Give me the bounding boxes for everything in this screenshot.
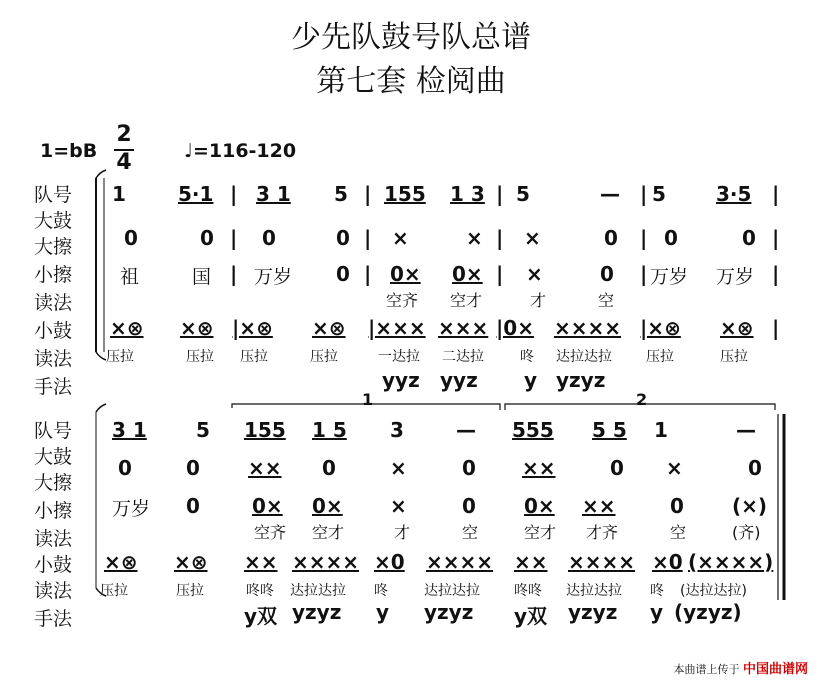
barline: | bbox=[496, 182, 504, 206]
note: ×× bbox=[582, 494, 616, 518]
footer-text: 本曲谱上传于 bbox=[673, 663, 740, 676]
note: ×× bbox=[248, 456, 282, 480]
row-label-duihao: 队号 bbox=[34, 184, 73, 206]
note: 0 bbox=[118, 456, 132, 480]
row-label-xiaocha: 小擦 bbox=[34, 264, 73, 286]
syllable: 咚 bbox=[520, 349, 534, 365]
sys2-dagu bbox=[0, 456, 822, 482]
note: ×⊗ bbox=[110, 316, 144, 340]
sys2-xiaogu bbox=[0, 550, 822, 576]
barline: | bbox=[364, 182, 372, 206]
note: |×⊗ bbox=[232, 316, 273, 340]
stroke: y bbox=[376, 600, 390, 624]
syllable: 压拉 bbox=[720, 349, 748, 365]
stroke: y bbox=[650, 600, 664, 624]
stroke: yzyz bbox=[568, 600, 618, 624]
note: 0 bbox=[124, 226, 138, 250]
barline: | bbox=[640, 262, 648, 286]
note: 5 bbox=[334, 182, 348, 206]
row-label-dufa: 读法 bbox=[34, 528, 73, 550]
barline: | bbox=[364, 226, 372, 250]
note: ××× bbox=[438, 316, 489, 340]
note: ×0 bbox=[652, 550, 683, 574]
row-label-dufa: 读法 bbox=[34, 292, 73, 314]
syllable: 压拉 bbox=[106, 349, 134, 365]
syllable: 压拉 bbox=[176, 583, 204, 599]
note: 3 1 bbox=[256, 182, 291, 206]
score-title: 少先队鼓号队总谱 bbox=[291, 20, 531, 55]
barline: | bbox=[364, 262, 372, 286]
time-sig-den: 4 bbox=[116, 150, 132, 175]
row-label-duihao: 队号 bbox=[34, 420, 73, 442]
note: 0 bbox=[462, 456, 476, 480]
note: (××××) bbox=[688, 550, 774, 574]
note: × bbox=[666, 456, 683, 480]
key-signature: 1=bB bbox=[40, 140, 98, 162]
note: ×× bbox=[514, 550, 548, 574]
row-label-dacha: 大擦 bbox=[34, 472, 73, 494]
note: 万岁 bbox=[716, 266, 755, 288]
syllable: (齐) bbox=[732, 523, 761, 542]
note: × bbox=[390, 494, 407, 518]
note: × bbox=[390, 456, 407, 480]
syllable: 空才 bbox=[312, 523, 345, 542]
stroke: yyz bbox=[382, 368, 420, 392]
note: 5 bbox=[652, 182, 666, 206]
syllable: 空才 bbox=[450, 291, 483, 310]
note: 0 bbox=[336, 226, 350, 250]
note: 155 bbox=[384, 182, 426, 206]
stroke: y bbox=[524, 368, 538, 392]
syllable: 达拉达拉 bbox=[290, 583, 346, 599]
row-label-xiaogu: 小鼓 bbox=[34, 554, 73, 576]
note: — bbox=[600, 182, 620, 206]
note: ×⊗ bbox=[312, 316, 346, 340]
syllable: 空 bbox=[462, 523, 479, 542]
note: 0 bbox=[600, 262, 614, 286]
row-label-dufa2: 读法 bbox=[34, 580, 73, 602]
sys1-dagu bbox=[0, 226, 822, 252]
sys2-duihao bbox=[0, 418, 822, 444]
note: 0 bbox=[186, 494, 200, 518]
note: 5 bbox=[516, 182, 530, 206]
syllable: 空齐 bbox=[254, 523, 287, 542]
note: 555 bbox=[512, 418, 554, 442]
note: ×× bbox=[244, 550, 278, 574]
stroke: y双 bbox=[514, 604, 548, 628]
site-logo[interactable]: 中国曲谱网 bbox=[742, 662, 808, 677]
note: 0 bbox=[748, 456, 762, 480]
syllable: 咚咚 bbox=[514, 583, 542, 599]
note: 0 bbox=[670, 494, 684, 518]
syllable: 达拉达拉 bbox=[566, 583, 622, 599]
note: 0 bbox=[336, 262, 350, 286]
barline: | bbox=[772, 182, 780, 206]
barline: | bbox=[772, 226, 780, 250]
row-label-dacha: 大擦 bbox=[34, 236, 73, 258]
volta-2: 2 bbox=[636, 390, 648, 409]
syllable: 空才 bbox=[524, 523, 557, 542]
note: 155 bbox=[244, 418, 286, 442]
syllable: 压拉 bbox=[310, 349, 338, 365]
note: 万岁 bbox=[254, 266, 293, 288]
syllable: 压拉 bbox=[646, 349, 674, 365]
note: |0× bbox=[496, 316, 534, 340]
note: 1 bbox=[112, 182, 126, 206]
note: 1 3 bbox=[450, 182, 485, 206]
note: ×××× bbox=[568, 550, 636, 574]
note: 5 5 bbox=[592, 418, 627, 442]
note: ×××× bbox=[426, 550, 494, 574]
note: ×⊗ bbox=[180, 316, 214, 340]
sys1-xiaogu bbox=[0, 316, 822, 342]
note: |×⊗ bbox=[640, 316, 681, 340]
note: 0 bbox=[610, 456, 624, 480]
note: 国 bbox=[192, 266, 212, 288]
note: 0× bbox=[252, 494, 283, 518]
sys2-shoufa bbox=[0, 600, 822, 626]
note: |××× bbox=[368, 316, 426, 340]
barline: | bbox=[230, 262, 238, 286]
note: 万岁 bbox=[650, 266, 689, 288]
note: 5 bbox=[196, 418, 210, 442]
note: 3 bbox=[390, 418, 404, 442]
syllable: 空齐 bbox=[386, 291, 419, 310]
sys1-duihao bbox=[0, 182, 822, 208]
note: ×××× bbox=[292, 550, 360, 574]
note: 0 bbox=[322, 456, 336, 480]
tempo-mark: ♩=116-120 bbox=[184, 140, 297, 162]
syllable: 才齐 bbox=[586, 523, 619, 542]
note: ×0 bbox=[374, 550, 405, 574]
note: 0 bbox=[462, 494, 476, 518]
note: × bbox=[524, 226, 541, 250]
row-label-xiaocha: 小擦 bbox=[34, 500, 73, 522]
note: (×) bbox=[732, 494, 768, 518]
stroke: yyz bbox=[440, 368, 478, 392]
syllable: 一达拉 bbox=[378, 349, 420, 365]
barline: | bbox=[496, 226, 504, 250]
barline: | bbox=[772, 262, 780, 286]
note: 0 bbox=[262, 226, 276, 250]
note: × bbox=[392, 226, 409, 250]
note: × bbox=[526, 262, 543, 286]
syllable: 压拉 bbox=[186, 349, 214, 365]
syllable: 咚咚 bbox=[246, 583, 274, 599]
time-sig-num: 2 bbox=[116, 122, 132, 147]
syllable: 达拉达拉 bbox=[424, 583, 480, 599]
note: 3·5 bbox=[716, 182, 752, 206]
syllable: 空 bbox=[598, 291, 615, 310]
row-label-dagu: 大鼓 bbox=[34, 446, 73, 468]
note: ×× bbox=[522, 456, 556, 480]
syllable: 压拉 bbox=[100, 583, 128, 599]
note: 万岁 bbox=[112, 498, 151, 520]
stroke: yzyz bbox=[424, 600, 474, 624]
footer bbox=[673, 658, 808, 677]
note: 0× bbox=[390, 262, 421, 286]
note: 5·1 bbox=[178, 182, 214, 206]
note: ×⊗ bbox=[104, 550, 138, 574]
note: 0 bbox=[742, 226, 756, 250]
syllable: (达拉达拉) bbox=[680, 583, 747, 599]
score-subtitle: 第七套 检阅曲 bbox=[316, 64, 506, 99]
row-label-shoufa: 手法 bbox=[34, 608, 73, 630]
note: × bbox=[466, 226, 483, 250]
note: 1 bbox=[654, 418, 668, 442]
note: — bbox=[736, 418, 756, 442]
note: ×⊗ bbox=[720, 316, 754, 340]
note: 祖 bbox=[120, 266, 140, 288]
barline: | bbox=[230, 182, 238, 206]
stroke: y双 bbox=[244, 604, 278, 628]
note: ×⊗ bbox=[174, 550, 208, 574]
syllable: 才 bbox=[530, 291, 547, 310]
note: 0× bbox=[524, 494, 555, 518]
syllable: 才 bbox=[394, 523, 411, 542]
note: 0× bbox=[452, 262, 483, 286]
syllable: 压拉 bbox=[240, 349, 268, 365]
note: 0 bbox=[604, 226, 618, 250]
syllable: 咚 bbox=[650, 583, 664, 599]
note: 0 bbox=[664, 226, 678, 250]
sys1-shoufa bbox=[0, 368, 822, 394]
note: 1 5 bbox=[312, 418, 347, 442]
row-label-dagu: 大鼓 bbox=[34, 210, 73, 232]
barline: | bbox=[772, 316, 780, 340]
syllable: 咚 bbox=[374, 583, 388, 599]
note: 0 bbox=[200, 226, 214, 250]
note: 0× bbox=[312, 494, 343, 518]
stroke: yzyz bbox=[556, 368, 606, 392]
barline: | bbox=[640, 182, 648, 206]
sys2-xiaocha bbox=[0, 494, 822, 520]
stroke: (yzyz) bbox=[674, 600, 742, 624]
sys1-dufa1 bbox=[0, 288, 822, 314]
sys2-dufa1 bbox=[0, 520, 822, 546]
syllable: 达拉达拉 bbox=[556, 349, 612, 365]
barline: | bbox=[230, 226, 238, 250]
barline: | bbox=[496, 262, 504, 286]
note: — bbox=[456, 418, 476, 442]
sys1-xiaocha bbox=[0, 262, 822, 288]
note: 3 1 bbox=[112, 418, 147, 442]
stroke: yzyz bbox=[292, 600, 342, 624]
barline: | bbox=[640, 226, 648, 250]
syllable: 二达拉 bbox=[442, 349, 484, 365]
row-label-dufa2: 读法 bbox=[34, 348, 73, 370]
row-label-shoufa: 手法 bbox=[34, 376, 73, 398]
syllable: 空 bbox=[670, 523, 687, 542]
note: 0 bbox=[186, 456, 200, 480]
note: ×××× bbox=[554, 316, 622, 340]
row-label-xiaogu: 小鼓 bbox=[34, 320, 73, 342]
volta-1: 1 bbox=[362, 390, 374, 409]
